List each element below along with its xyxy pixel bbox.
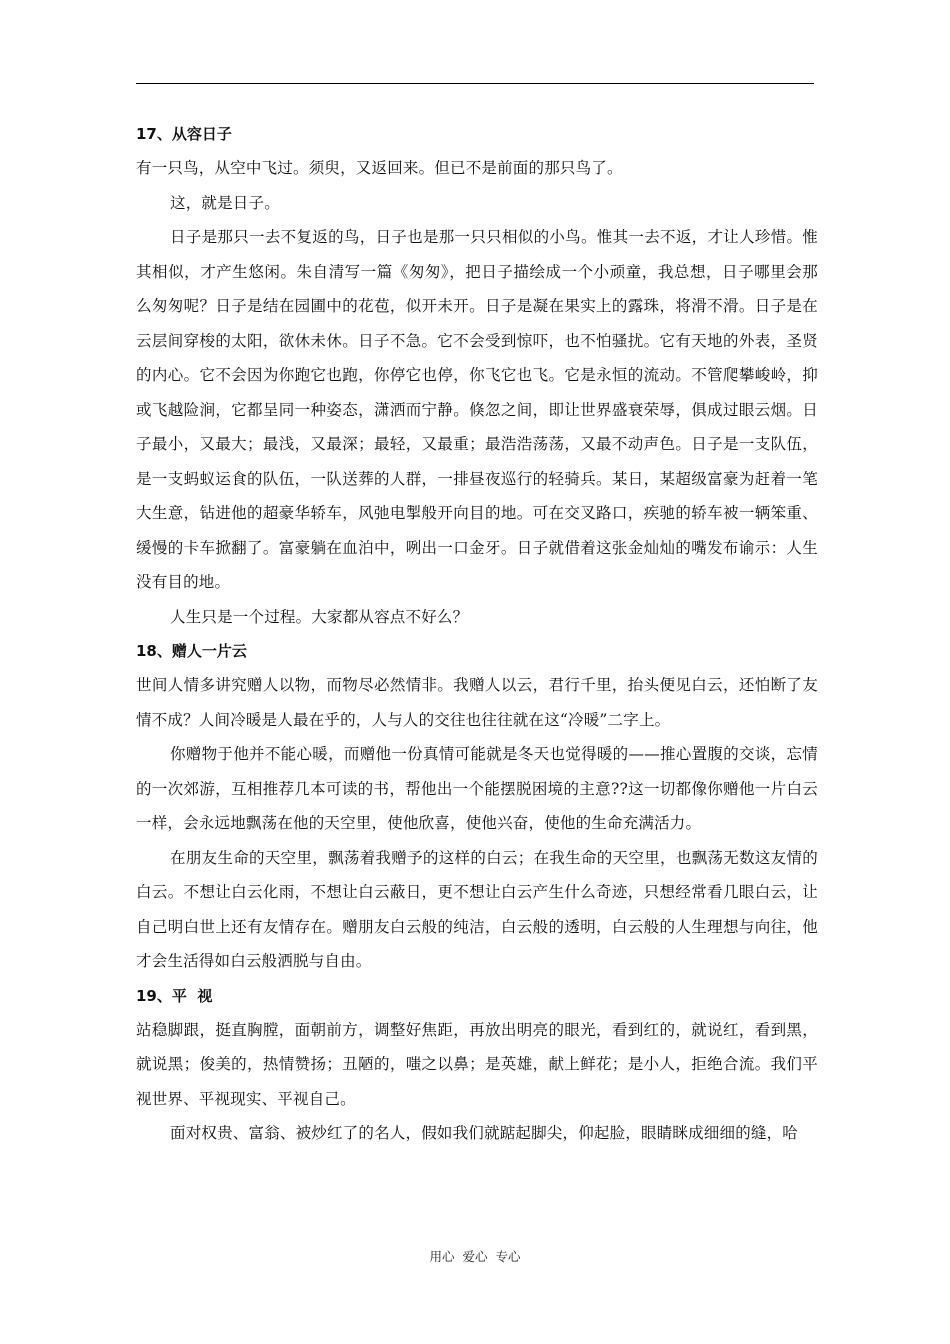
section-19 xyxy=(136,979,818,1151)
paragraph: 在朋友生命的天空里，飘荡着我赠予的这样的白云；在我生命的天空里，也飘荡无数这友情的白云。不想让白云化雨，不想让白云蔽日，更不想让白云产生什么奇迹，只想经常看几眼白云，让自己明白世上还有友情存在。赠朋友白云般的纯洁，白云般的透明，白云般的人生理想与向往，他才会生活得如白云般洒脱与自由。 xyxy=(136,848,818,970)
section-title: 19、平 视 xyxy=(136,986,213,1005)
header-rule xyxy=(136,83,814,84)
paragraph: 面对权贵、富翁、被炒红了的名人，假如我们就踮起脚尖，仰起脸，眼睛眯成细细的缝，哈 xyxy=(170,1124,799,1142)
section-17 xyxy=(136,117,818,634)
paragraph: 你赠物于他并不能心暖，而赠他一份真情可能就是冬天也觉得暖的——推心置腹的交谈，忘情的一次郊游，互相推荐几本可读的书，帮他出一个能摆脱困境的主意??这一切都像你赠他一片白云一样，会永远地飘荡在他的天空里，使他欣喜，使他兴奋，使他的生命充满活力。 xyxy=(136,745,818,832)
document-body xyxy=(136,117,818,1151)
paragraph: 站稳脚跟，挺直胸膛，面朝前方，调整好焦距，再放出明亮的眼光，看到红的，就说红，看到黑，就说黑；俊美的，热情赞扬；丑陋的，嗤之以鼻；是英雄，献上鲜花；是小人，拒绝合流。我们平视世界、平视现实、平视自己。 xyxy=(136,1020,818,1108)
paragraph: 世间人情多讲究赠人以物，而物尽必然情非。我赠人以云，君行千里，抬头便见白云，还怕断了友情不成？人间冷暖是人最在乎的，人与人的交往也往往就在这“冷暖”二字上。 xyxy=(136,676,818,729)
page-footer: 用心 爱心 专心 xyxy=(429,1249,521,1264)
paragraph: 人生只是一个过程。大家都从容点不好么？ xyxy=(170,607,469,626)
paragraph: 这，就是日子。 xyxy=(170,193,280,212)
section-18 xyxy=(136,634,818,979)
paragraph: 日子是那只一去不复返的鸟，日子也是那一只只相似的小鸟。惟其一去不返，才让人珍惜。惟其相似，才产生悠闲。朱自清写一篇《匆匆》，把日子描绘成一个小顽童，我总想，日子哪里会那么匆匆呢？日子是结在园圃中的花苞，似开未开。日子是凝在果实上的露珠，将滑不滑。日子是在云层间穿梭的太阳，欲休未休。日子不急。它不会受到惊吓，也不怕骚扰。它有天地的外表，圣贤的内心。它不会因为你跑它也跑，你停它也停，你飞它也飞。它是永恒的流动。不管爬攀峻岭，抑或飞越险涧，它都呈同一种姿态，潇洒而宁静。倏忽之间，即让世界盛衰荣辱，俱成过眼云烟。日子最小，又最大；最浅，又最深；最轻，又最重；最浩浩荡荡，又最不动声色。日子是一支队伍，是一支蚂蚁运食的队伍，一队送葬的人群，一排昼夜巡行的轻骑兵。某日，某超级富豪为赶着一笔大生意，钻进他的超豪华轿车，风弛电掣般开向目的地。可在交叉路口，疾驰的轿车被一辆笨重、缓慢的卡车掀翻了。富豪躺在血泊中，咧出一口金牙。日子就借着这张金灿灿的嘴发布谕示：人生没有目的地。 xyxy=(136,228,818,591)
section-title: 17、从容日子 xyxy=(136,125,232,143)
paragraph: 有一只鸟，从空中飞过。须臾，又返回来。但已不是前面的那只鸟了。 xyxy=(136,159,623,177)
section-title: 18、赠人一片云 xyxy=(136,642,247,660)
